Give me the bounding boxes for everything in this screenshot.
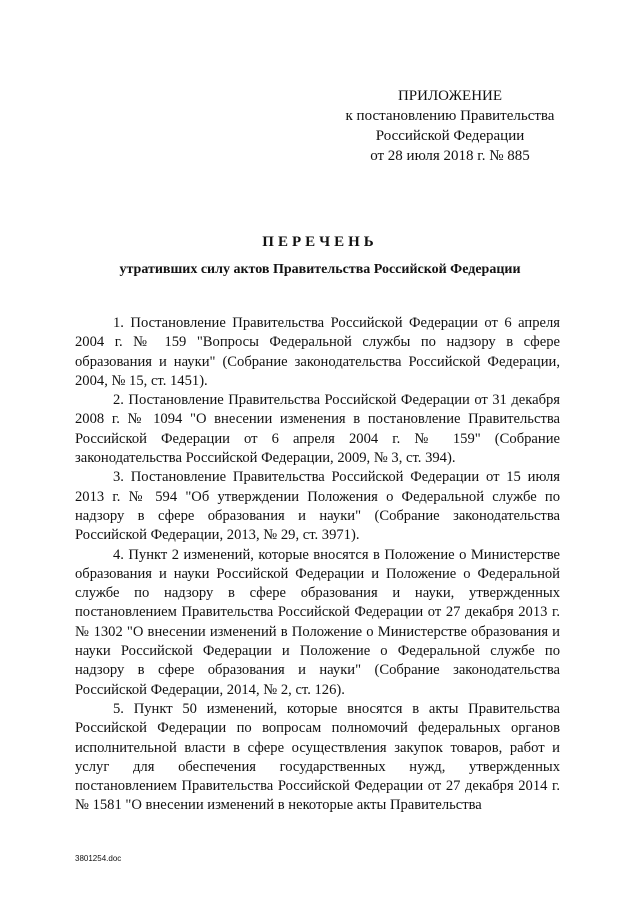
appendix-line-1: к постановлению Правительства: [345, 108, 555, 124]
list-item: 5. Пункт 50 изменений, которые вносятся в акты Правительства Российской Федерации по вопросам полномочий федеральных органов исполнительной власти в сфере осуществления закупок товаров, работ и услуг для обеспечения государственных нужд, утвержденных постановлением Правительства Российской Федерации от 27 декабря 2014 г. № 1581 "О внесении изменений в некоторые акты Правительства: [75, 700, 560, 814]
appendix-line-3: от 28 июля 2018 г. № 885: [370, 148, 530, 164]
document-heading: ПЕРЕЧЕНЬ: [262, 234, 378, 250]
list-item: 3. Постановление Правительства Российской Федерации от 15 июля 2013 г. № 594 "Об утверждении Положения о Федеральной службе по надзору в сфере образования и науки" (Собрание законодательства Российской Федерации, 2013, № 29, ст. 3971).: [75, 469, 560, 544]
appendix-block: [330, 86, 570, 166]
list-item: 1. Постановление Правительства Российской Федерации от 6 апреля 2004 г. № 159 "Вопросы Федеральной службы по надзору в сфере образования и науки" (Собрание законодательства Российской Федерации, 2004, № 15, ст. 1451).: [75, 315, 560, 389]
document-body: [75, 314, 560, 816]
appendix-line-2: Российской Федерации: [375, 128, 525, 144]
list-item: 2. Постановление Правительства Российской Федерации от 31 декабря 2008 г. № 1094 "О внесении изменения в постановление Правительства Российской Федерации от 6 апреля 2004 г. № 159" (Собрание законодательства Российской Федерации, 2009, № 3, ст. 394).: [75, 392, 560, 467]
list-item: 4. Пункт 2 изменений, которые вносятся в Положение о Министерстве образования и науки Российской Федерации и Положение о Федеральной службе по надзору в сфере образования и науки, утвержденных постановлением Правительства Российской Федерации от 27 декабря 2013 г. № 1302 "О внесении изменений в Положение о Министерстве образования и науки Российской Федерации и Положение о Федеральной службе по надзору в сфере образования и науки" (Собрание законодательства Российской Федерации, 2014, № 2, ст. 126).: [75, 546, 560, 698]
appendix-title: ПРИЛОЖЕНИЕ: [397, 88, 503, 104]
document-subheading: утративших силу актов Правительства Российской Федерации: [119, 262, 521, 277]
file-name-footer: 3801254.doc: [75, 854, 122, 863]
